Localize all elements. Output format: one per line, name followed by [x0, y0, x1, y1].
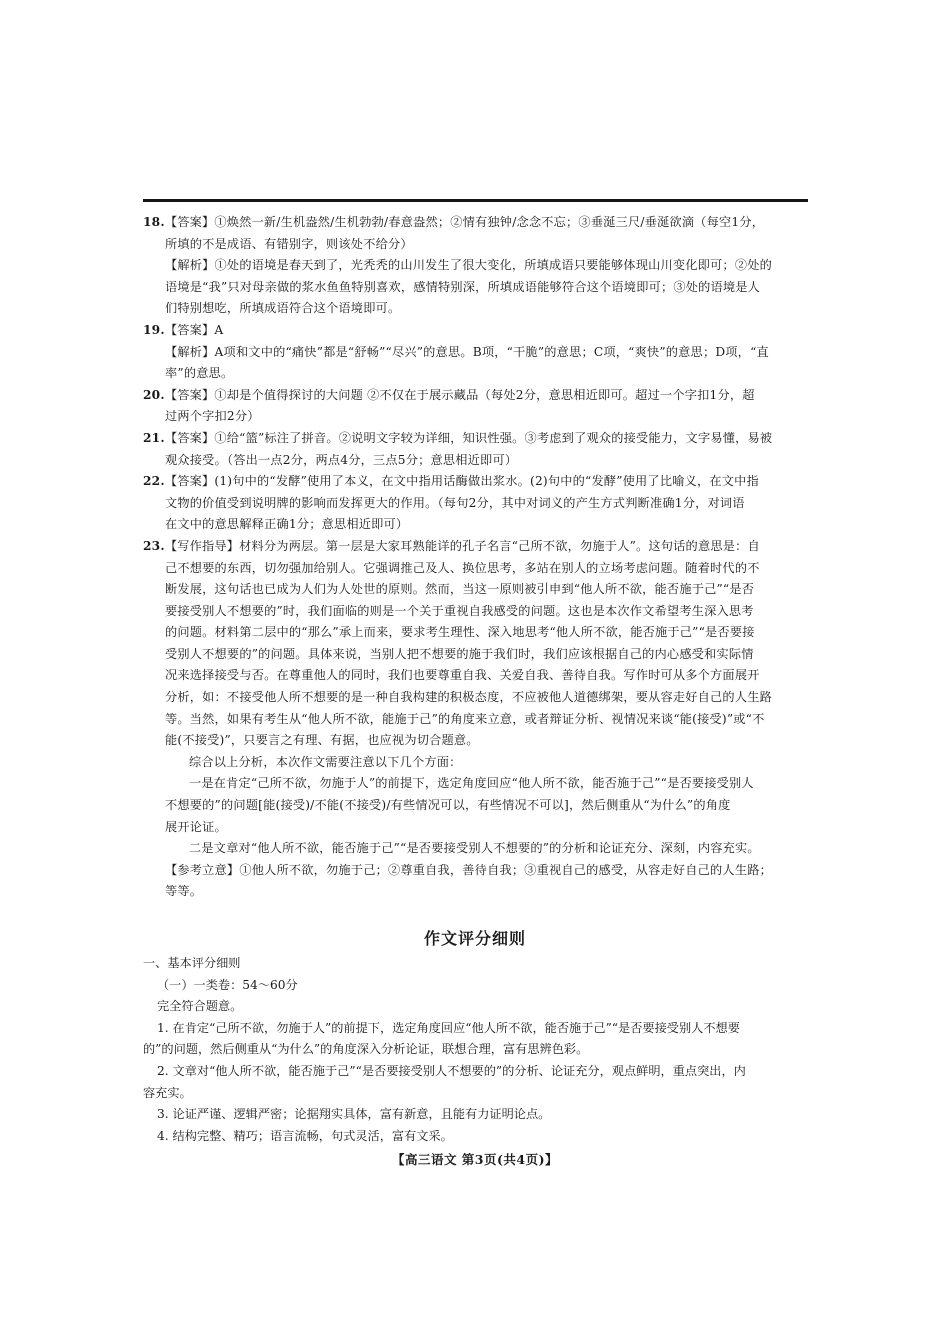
rubric-item: 2. 文章对“他人所不欲，能否施于己”“是否要接受别人不想要的”的分析、论证充分，观点鲜明，重点突出，内 容充实。	[143, 1063, 746, 1100]
answer-20: 20.【答案】①却是个值得探讨的大问题 ②不仅在于展示藏品（每处2分，意思相近即可。超过一个字扣1分，超 过两个字扣2分）	[143, 387, 755, 424]
rubric-title: 作文评分细则	[423, 929, 526, 948]
top-rule	[143, 199, 808, 202]
answers-block	[143, 212, 811, 903]
rubric-block	[143, 953, 811, 1147]
rubric-intro: 完全符合题意。	[157, 999, 243, 1014]
rubric-section: 一、基本评分细则	[143, 956, 241, 970]
answer-23: 23.【写作指导】材料分为两层。第一层是大家耳熟能详的孔子名言“己所不欲，勿施于人”。这句话的意思是：自 己不想要的东西，切勿强加给别人。它强调推己及人、换位思考，多站在别人的立场考虑问题。随着时代的不 断发展，这句话也已成为人们为人处世的原则。然而，当这一原则被引申到“他人所不欲，能否施于己”“是否 要接受别人不想要的”时，我们面临的则是一个关于重视自我感受的问题。这也是本次作文希望考生深入思考 的问题。材料第二层中的“那么”承上而来，要求考生理性、深入地思考“他人所不欲，能否施于己”“是否要接 受别人不想要的”的问题。具体来说，当别人把不想要的施于我们时，我们应该根据自己的内心感受和实际情 况来选择接受与否。在尊重他人的同时，我们也要尊重自我、关爱自我、善待自我。写作时可从多个方面展开 分析，如：不接受他人所不想要的是一种自我构建的积极态度，不应被他人道德绑架，要从容走好自己的人生路 等。当然，如果有考生从“他人所不欲，能施于己”的角度来立意，或者辩证分析、视情况来谈“能(接受)”或“不 能(不接受)”，只要言之有理、有据，也应视为切合题意。 综合以上分析，本次作文需要注意以下几个方面： 一是在肯定“己所不欲，勿施于人”的前提下，选定角度回应“他人所不欲，能否施于己”“是否要接受别人 不想要的”的问题[能(接受)/不能(不接受)/有些情况可以，有些情况不可以]，然后侧重从“为什么”的角度 展开论证。 二是文章对“他人所不欲，能否施于己”“是否要接受别人不想要的”的分析和论证充分、深刻，内容充实。 【参考立意】①他人所不欲，勿施于己；②尊重自我，善待自我；③重视自己的感受，从容走好自己的人生路； 等等。	[143, 538, 772, 899]
answer-18: 18.【答案】①焕然一新/生机盎然/生机勃勃/春意盎然；②情有独钟/念念不忘；③垂涎三尺/垂涎欲滴（每空1分， 所填的不是成语、有错别字，则该处不给分） 【解析】①处的语境是春天到了，光秃秃的山川发生了很大变化，所填成语只要能够体现山川变化即可；②处的 语境是“我”只对母亲做的浆水鱼鱼特别喜欢，感情特别深，所填成语能够符合这个语境即可；③处的语境是人 们特别想吃，所填成语符合这个语境即可。	[143, 215, 772, 316]
page-footer: 【高三语文 第3页(共4页)】	[391, 1152, 559, 1167]
answer-21: 21.【答案】①给“篮”标注了拼音。②说明文字较为详细，知识性强。③考虑到了观众的接受能力，文字易懂，易被 观众接受。（答出一点2分，两点4分，三点5分；意思相近即可）	[143, 430, 773, 467]
rubric-item: 4. 结构完整、精巧；语言流畅，句式灵活，富有文采。	[157, 1128, 453, 1143]
rubric-level: （一）一类卷：54～60分	[157, 977, 298, 992]
answer-19: 19.【答案】A 【解析】A项和文中的“痛快”都是“舒畅”“尽兴”的意思。B项，“干脆”的意思；C项，“爽快”的意思；D项，“直 率”的意思。	[143, 322, 769, 381]
rubric-item: 1. 在肯定“己所不欲，勿施于人”的前提下，选定角度回应“他人所不欲，能否施于己”“是否要接受别人不想要 的”的问题，然后侧重从“为什么”的角度深入分析论证，联想合理，富有思辨色彩。	[143, 1020, 740, 1057]
answer-22: 22.【答案】(1)句中的“发酵”使用了本义，在文中指用话酶做出浆水。(2)句中的“发酵”使用了比喻义，在文中指 文物的价值受到说明牌的影响而发挥更大的作用。（每句2分，其中对词义的产生方式判断准确1分，对词语 在文中的意思解释正确1分；意思相近即可）	[143, 474, 759, 532]
rubric-item: 3. 论证严谨、逻辑严密；论据翔实具体，富有新意，且能有力证明论点。	[157, 1107, 551, 1122]
